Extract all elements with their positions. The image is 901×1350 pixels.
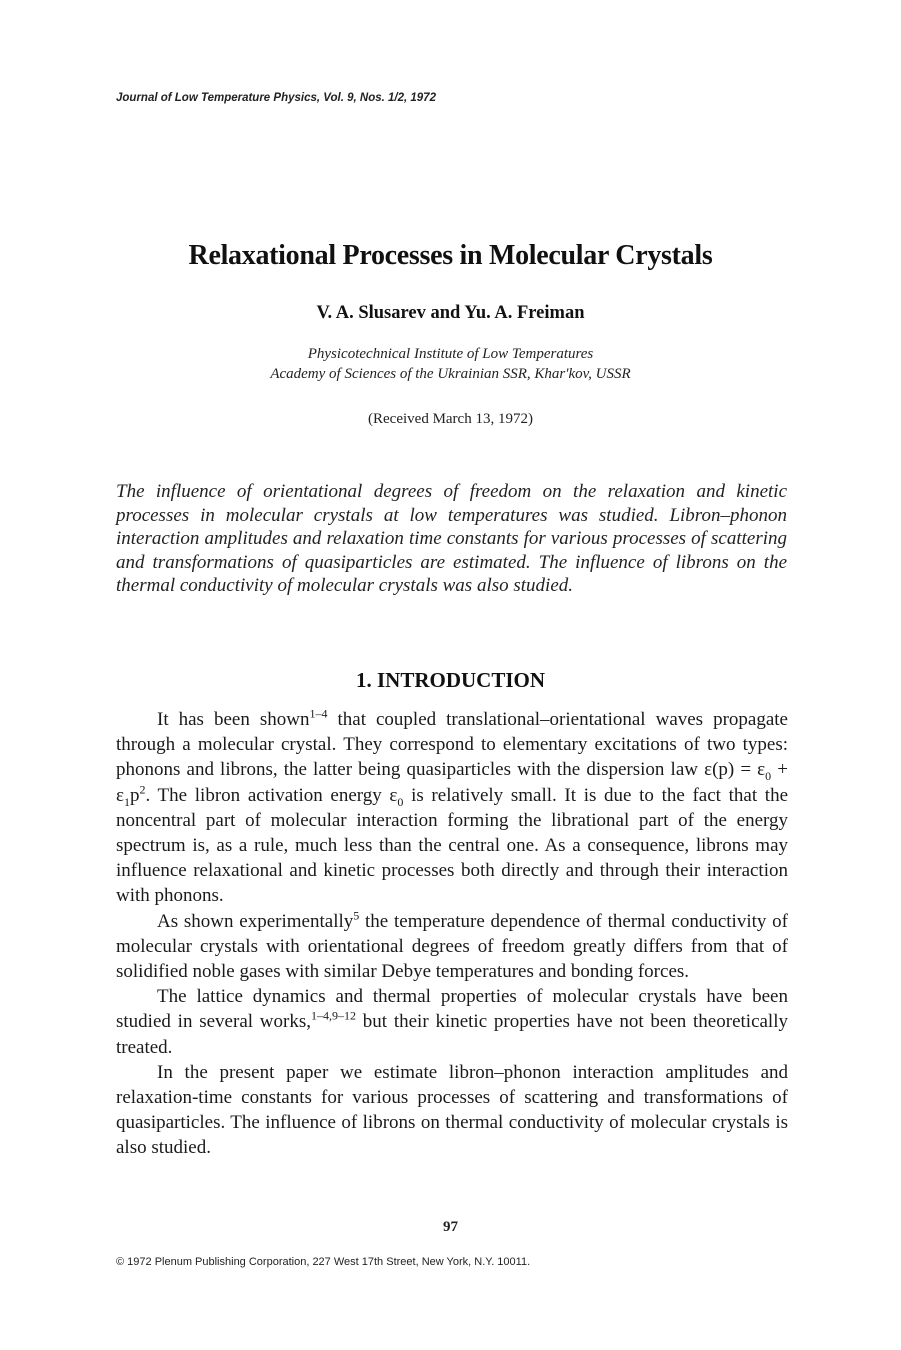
citation-ref: 1–4 [309,706,328,721]
abstract: The influence of orientational degrees of freedom on the relaxation and kinetic processes in molecular crystals at low temperatures was studied. Libron–phonon interaction amplitudes and relaxation time constants for various processes of scattering and transformations of quasiparticles are estimated. The influence of librons on the thermal conductivity of molecular crystals was also studied. [116,481,787,596]
journal-header: Journal of Low Temperature Physics, Vol. 9, Nos. 1/2, 1972 [116,92,436,104]
p2-text-b: the temperature dependence of thermal conductivity of molecular crystals with orientational degrees of freedom greatly differs from that of solidified noble gases with similar Debye temperatures and bonding forces. [116,910,788,983]
affiliation-line-2: Academy of Sciences of the Ukrainian SSR, Khar'kov, USSR [270,366,631,382]
p1-text-d: is relatively small. It is due to the fact that the noncentral part of molecular interaction forming the librational part of the energy spectrum is, as a rule, much less than the central one. As a consequence, librons may influence relaxational and kinetic processes both directly and through their interaction with phonons. [116,784,788,907]
p1-text-b: that coupled translational–orientational waves propagate through a molecular crystal. They correspond to elementary excitations of two types: phonons and librons, the latter being quasiparticles with the dispersion law [116,709,788,781]
section-heading: 1. INTRODUCTION [355,668,546,692]
eq-lhs: ε(p) = ε [704,759,766,781]
eq-exponent: 2 [139,782,146,797]
p3-text-a: The lattice dynamics and thermal properties of molecular crystals have been studied in several works, [116,986,788,1033]
p1-text-c: . The libron activation energy ε [145,784,398,806]
body-text [116,707,788,1161]
citation-ref: 5 [353,908,360,923]
p1-text-a: It has been shown [157,709,310,730]
p3-text-b: but their kinetic properties have not been theoretically treated. [116,1011,788,1058]
affiliation-line-1: Physicotechnical Institute of Low Temperatures [307,346,594,362]
paragraph-2 [116,909,788,985]
eq-plus: + ε [116,759,788,806]
eq-p: p [129,784,140,806]
paper-title: Relaxational Processes in Molecular Crystals [188,240,713,271]
affiliation [0,344,901,384]
paragraph-1 [116,707,788,909]
copyright-notice: © 1972 Plenum Publishing Corporation, 227 West 17th Street, New York, N.Y. 10011. [116,1256,531,1268]
eq-sub-1: 1 [123,794,130,809]
page-number: 97 [443,1219,458,1235]
authors: V. A. Slusarev and Yu. A. Freiman [316,303,585,323]
paragraph-3 [116,984,788,1060]
paragraph-4: In the present paper we estimate libron–phonon interaction amplitudes and relaxation-time constants for various processes of scattering and transformations of quasiparticles. The influence of librons on thermal conductivity of molecular crystals is also studied. [116,1061,788,1159]
citation-ref: 1–4,9–12 [311,1009,356,1024]
received-date: (Received March 13, 1972) [368,411,533,427]
p2-text-a: As shown experimentally [157,910,354,932]
p1-sub: 0 [397,794,404,809]
eq-sub-0: 0 [765,769,772,784]
